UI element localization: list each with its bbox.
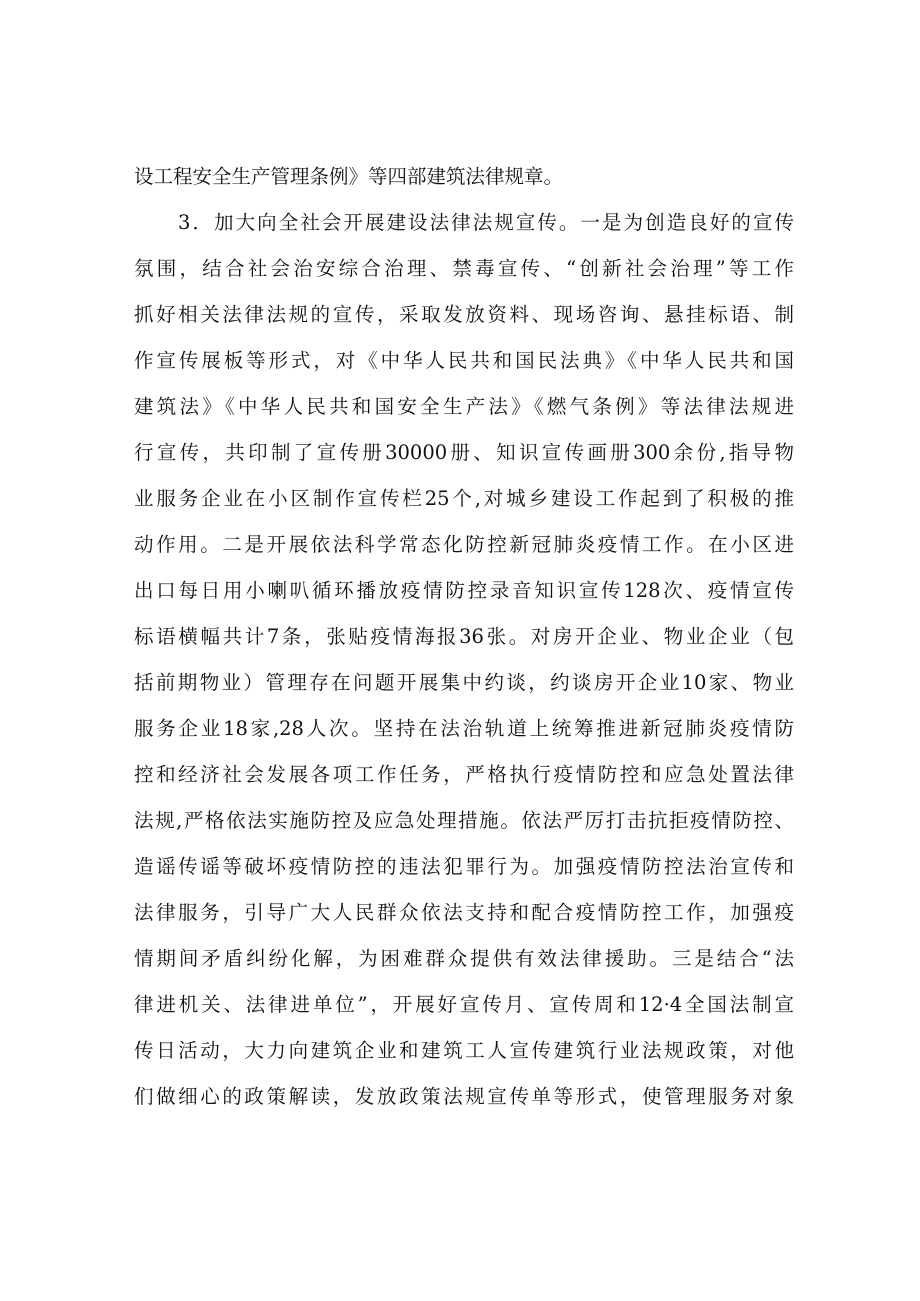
text-line-13: 服务企业18家,28人次。坚持在法治轨道上统筹推进新冠肺炎疫情防 <box>134 717 794 740</box>
text-line-20: 传日活动，大力向建筑企业和建筑工人宣传建筑行业法规政策，对他 <box>134 1039 794 1062</box>
text-line-9: 动作用。二是开展依法科学常态化防控新冠肺炎疫情工作。在小区进 <box>134 533 794 556</box>
text-line-14: 控和经济社会发展各项工作任务，严格执行疫情防控和应急处置法律 <box>134 763 794 786</box>
text-line-7: 行宣传，共印制了宣传册30000册、知识宣传画册300余份,指导物 <box>134 441 794 464</box>
text-line-8: 业服务企业在小区制作宣传栏25个,对城乡建设工作起到了积极的推 <box>134 487 794 510</box>
text-line-15: 法规,严格依法实施防控及应急处理措施。依法严厉打击抗拒疫情防控、 <box>134 809 794 832</box>
text-line-19: 律进机关、法律进单位”，开展好宣传月、宣传周和12·4全国法制宣 <box>134 993 794 1016</box>
text-line-12: 括前期物业）管理存在问题开展集中约谈，约谈房开企业10家、物业 <box>134 671 794 694</box>
text-line-1: 设工程安全生产管理条例》等四部建筑法律规章。 <box>134 165 564 188</box>
text-line-21: 们做细心的政策解读，发放政策法规宣传单等形式，使管理服务对象 <box>134 1085 794 1108</box>
section-heading-3: 3．加大向全社会开展建设法律法规宣传。一是为创造良好的宣传 <box>178 211 794 234</box>
text-line-6: 建筑法》《中华人民共和国安全生产法》《燃气条例》等法律法规进 <box>134 395 794 418</box>
text-line-17: 法律服务，引导广大人民群众依法支持和配合疫情防控工作，加强疫 <box>134 901 794 924</box>
text-line-3: 氛围，结合社会治安综合治理、禁毒宣传、“创新社会治理”等工作 <box>134 257 794 280</box>
text-line-11: 标语横幅共计7条，张贴疫情海报36张。对房开企业、物业企业（包 <box>134 625 794 648</box>
text-line-5: 作宣传展板等形式，对《中华人民共和国民法典》《中华人民共和国 <box>134 349 794 372</box>
text-line-18: 情期间矛盾纠纷化解，为困难群众提供有效法律援助。三是结合“法 <box>134 947 794 970</box>
text-line-4: 抓好相关法律法规的宣传，采取发放资料、现场咨询、悬挂标语、制 <box>134 303 794 326</box>
text-line-10: 出口每日用小喇叭循环播放疫情防控录音知识宣传128次、疫情宣传 <box>134 579 794 602</box>
text-line-16: 造谣传谣等破坏疫情防控的违法犯罪行为。加强疫情防控法治宣传和 <box>134 855 794 878</box>
